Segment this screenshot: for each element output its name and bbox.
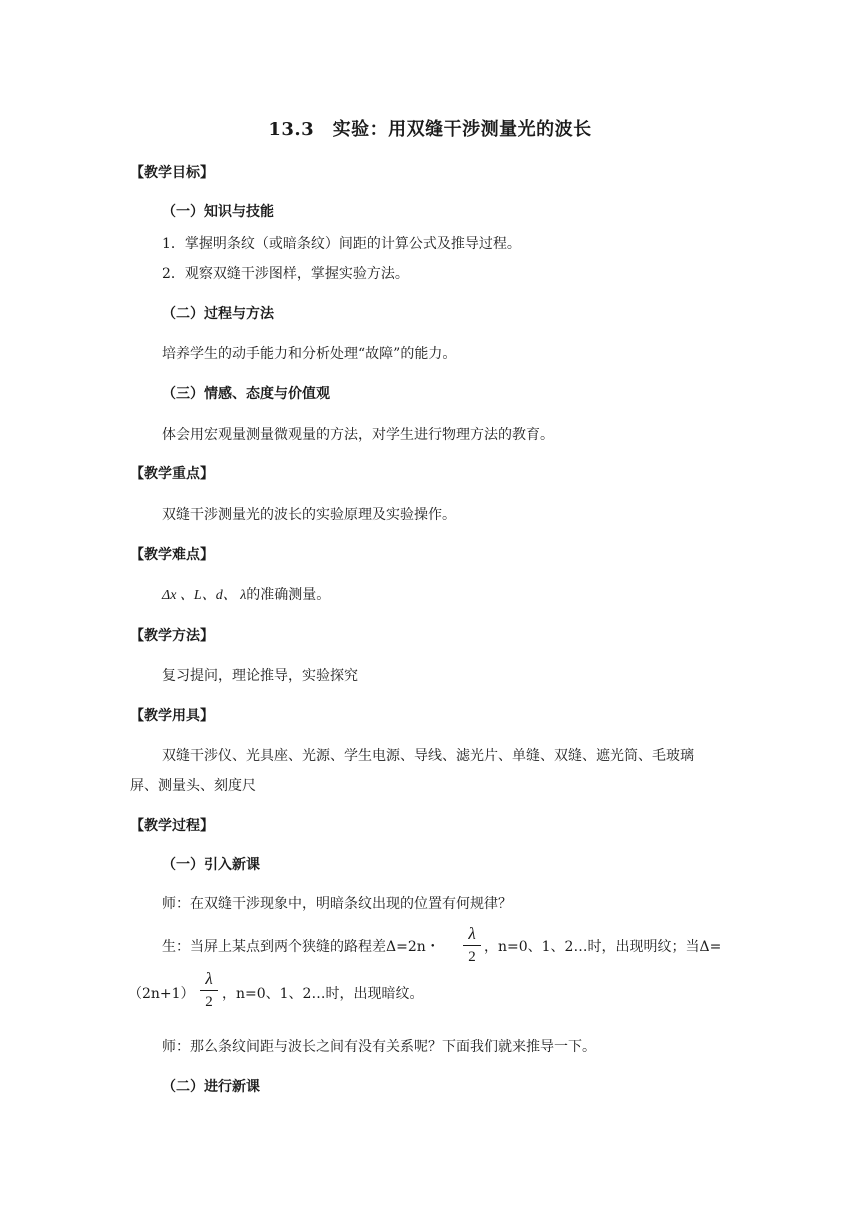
goal-emotion-text: 体会用宏观量测量微观量的方法，对学生进行物理方法的教育。 [162,427,554,443]
subheading-emotion: （三）情感、态度与价值观 [162,386,330,402]
section-heading-goals: 【教学目标】 [130,165,214,181]
student-answer-part-1: 生：当屏上某点到两个狭缝的路程差Δ=2n・ [162,939,440,955]
subheading-new-lesson: （二）进行新课 [162,1079,260,1095]
difficulty-symbols: Δx 、L、d、 λ [162,588,247,603]
subheading-process: （二）过程与方法 [162,306,274,322]
teacher-question-2: 师：那么条纹间距与波长之间有没有关系呢？下面我们就来推导一下。 [162,1039,596,1055]
fraction-denominator: 2 [468,949,476,965]
difficulty-text: 的准确测量。 [246,587,331,603]
fraction-lambda-over-2-first [463,924,481,967]
goal-process-text: 培养学生的动手能力和分析处理“故障”的能力。 [162,346,457,362]
goal-item-1: 1．掌握明条纹（或暗条纹）间距的计算公式及推导过程。 [162,236,521,252]
fraction-lambda-over-2-second [200,969,218,1012]
student-answer-part-3: （2n+1） [128,986,195,1002]
methods-text: 复习提问，理论推导，实验探究 [162,668,358,684]
section-heading-methods: 【教学方法】 [130,628,214,644]
key-points-text: 双缝干涉测量光的波长的实验原理及实验操作。 [162,507,456,523]
difficulties-line [162,584,330,604]
fraction-bar [463,945,481,946]
section-heading-difficulties: 【教学难点】 [130,547,214,563]
student-answer-part-4: ，n=0、1、2…时，出现暗纹。 [222,986,424,1002]
tools-line-2: 屏、测量头、刻度尺 [130,778,256,794]
fraction-numerator: λ [205,969,213,988]
page-title: 13.3 实验：用双缝干涉测量光的波长 [268,119,592,140]
teacher-question-1: 师：在双缝干涉现象中，明暗条纹出现的位置有何规律？ [162,896,512,912]
section-heading-key-points: 【教学重点】 [130,466,214,482]
fraction-denominator: 2 [205,994,213,1010]
subheading-knowledge: （一）知识与技能 [162,204,274,220]
fraction-bar [200,990,218,991]
section-heading-process: 【教学过程】 [130,818,214,834]
tools-line-1: 双缝干涉仪、光具座、光源、学生电源、导线、滤光片、单缝、双缝、遮光筒、毛玻璃 [162,748,694,764]
fraction-numerator: λ [468,924,476,943]
section-heading-tools: 【教学用具】 [130,708,214,724]
student-answer-part-2: ，n=0、1、2…时，出现明纹；当Δ= [484,939,722,955]
subheading-intro: （一）引入新课 [162,857,260,873]
goal-item-2: 2．观察双缝干涉图样，掌握实验方法。 [162,266,409,282]
